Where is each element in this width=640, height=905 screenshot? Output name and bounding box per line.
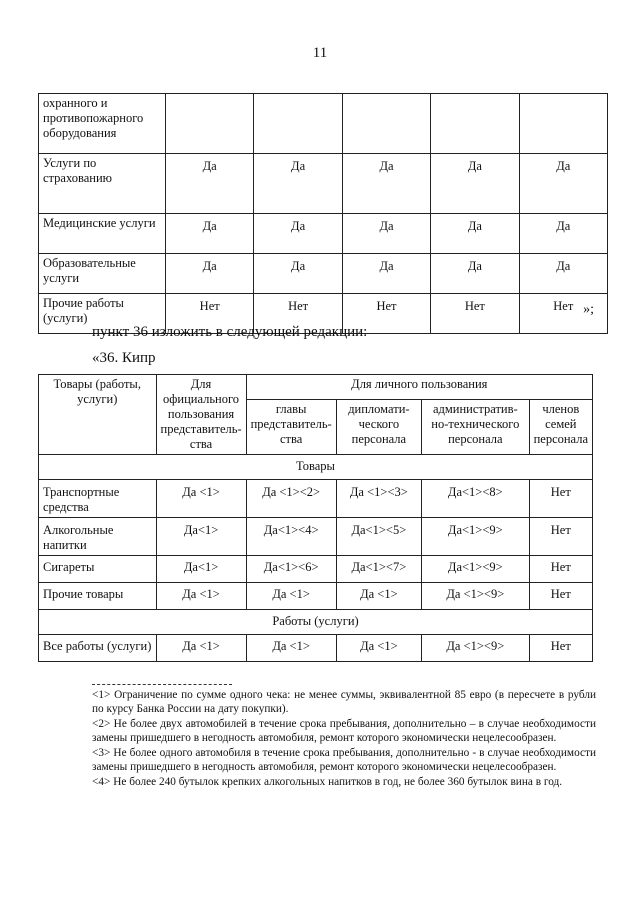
table-cell: Да — [519, 214, 607, 254]
table-cell: Да — [254, 254, 342, 294]
table-cell: Да <1> — [246, 583, 336, 610]
table-cell: Да <1><9> — [422, 583, 530, 610]
header-row — [39, 375, 593, 400]
header-family: членов семей персонала — [529, 399, 592, 454]
table-cell: Да — [431, 154, 519, 214]
row-label: Услуги по страхованию — [39, 154, 166, 214]
row-label: Алкогольные напитки — [39, 518, 157, 556]
closing-quote: »; — [583, 302, 594, 317]
table-row — [39, 583, 593, 610]
header-diplomatic: дипломати-ческого персонала — [336, 399, 421, 454]
section-heading: «36. Кипр — [92, 350, 156, 366]
table-cell: Да <1> — [156, 635, 246, 662]
table-cell: Да<1><4> — [246, 518, 336, 556]
cyprus-table — [38, 374, 593, 662]
table-cell: Да <1> — [246, 635, 336, 662]
header-personal-use: Для личного пользования — [246, 375, 592, 400]
row-label: Прочие товары — [39, 583, 157, 610]
table-cell: Да <1> — [336, 635, 421, 662]
row-label: Образовательные услуги — [39, 254, 166, 294]
table-cell: Да — [254, 154, 342, 214]
table-cell: Да<1> — [156, 556, 246, 583]
table-cell: Да <1> — [156, 480, 246, 518]
table-row — [39, 254, 608, 294]
table-cell — [342, 94, 430, 154]
table-cell — [166, 94, 254, 154]
row-label: Прочие работы (услуги) — [39, 294, 166, 334]
table-row — [39, 94, 608, 154]
footnote-4: <4> Не более 240 бутылок крепких алкогольных напитков в год, не более 360 бутылок вина в год. — [92, 776, 563, 788]
table-cell — [519, 94, 607, 154]
table-cell: Нет — [431, 294, 519, 334]
section-row — [39, 455, 593, 480]
table-cell: Да — [166, 254, 254, 294]
table-cell: Нет — [519, 294, 607, 334]
table-cell: Да<1><7> — [336, 556, 421, 583]
section-goods: Товары — [39, 455, 593, 480]
table-cell: Да<1><5> — [336, 518, 421, 556]
table-cell: Нет — [529, 480, 592, 518]
footnote-3: <3> Не более одного автомобиля в течение срока пребывания, дополнительно - в случае необходимости замены пришедшего в негодность автомобиля, ремонт которого экономически нецелесообразен. — [92, 747, 596, 773]
table-cell: Да<1><8> — [422, 480, 530, 518]
table-cell: Да — [166, 214, 254, 254]
amendment-instruction: пункт 36 изложить в следующей редакции: — [92, 324, 368, 340]
footnotes — [92, 688, 596, 790]
table-row — [39, 518, 593, 556]
section-row — [39, 610, 593, 635]
table-row — [39, 556, 593, 583]
row-label: Все работы (услуги) — [39, 635, 157, 662]
table-row — [39, 154, 608, 214]
table-cell: Да<1><9> — [422, 556, 530, 583]
table-cell: Нет — [529, 556, 592, 583]
table-row — [39, 480, 593, 518]
table-cell — [431, 94, 519, 154]
row-label: охранного и противопожарного оборудования — [39, 94, 166, 154]
footnote-1: <1> Ограничение по сумме одного чека: не менее суммы, эквивалентной 85 евро (в пересчете в рубли по курсу Банка России на дату покупки). — [92, 689, 596, 715]
table-cell: Нет — [166, 294, 254, 334]
table-cell: Да <1><9> — [422, 635, 530, 662]
table-cell: Да<1><9> — [422, 518, 530, 556]
header-head: главы представитель-ства — [246, 399, 336, 454]
section-works: Работы (услуги) — [39, 610, 593, 635]
table-cell: Да — [342, 254, 430, 294]
table-cell: Нет — [529, 635, 592, 662]
row-label: Медицинские услуги — [39, 214, 166, 254]
table-cell: Нет — [254, 294, 342, 334]
table-cell: Да — [431, 214, 519, 254]
services-table — [38, 93, 608, 334]
row-label: Сигареты — [39, 556, 157, 583]
table-cell — [254, 94, 342, 154]
table-row — [39, 635, 593, 662]
table-cell: Да<1> — [156, 518, 246, 556]
table-cell: Да<1><6> — [246, 556, 336, 583]
table-cell: Да — [342, 154, 430, 214]
footnote-separator — [92, 684, 232, 685]
header-goods: Товары (работы, услуги) — [39, 375, 157, 455]
row-label: Транспортные средства — [39, 480, 157, 518]
table-cell: Да <1><2> — [246, 480, 336, 518]
table-cell: Нет — [529, 518, 592, 556]
footnote-2: <2> Не более двух автомобилей в течение срока пребывания, дополнительно – в случае необходимости замены пришедшего в негодность автомобиля, ремонт которого экономически нецелесообразен. — [92, 718, 596, 744]
table-cell: Да — [166, 154, 254, 214]
header-official-use: Для официального пользования представитель-ства — [156, 375, 246, 455]
table-cell: Да — [342, 214, 430, 254]
table-cell: Да <1> — [336, 583, 421, 610]
header-admin-tech: административ-но-технического персонала — [422, 399, 530, 454]
table-cell: Да <1> — [156, 583, 246, 610]
table-cell: Да — [431, 254, 519, 294]
table-row — [39, 214, 608, 254]
table-cell: Нет — [342, 294, 430, 334]
table-cell: Нет — [529, 583, 592, 610]
table-cell: Да — [519, 254, 607, 294]
table-cell: Да — [519, 154, 607, 214]
table-cell: Да <1><3> — [336, 480, 421, 518]
table-cell: Да — [254, 214, 342, 254]
page-number: 11 — [312, 45, 328, 61]
